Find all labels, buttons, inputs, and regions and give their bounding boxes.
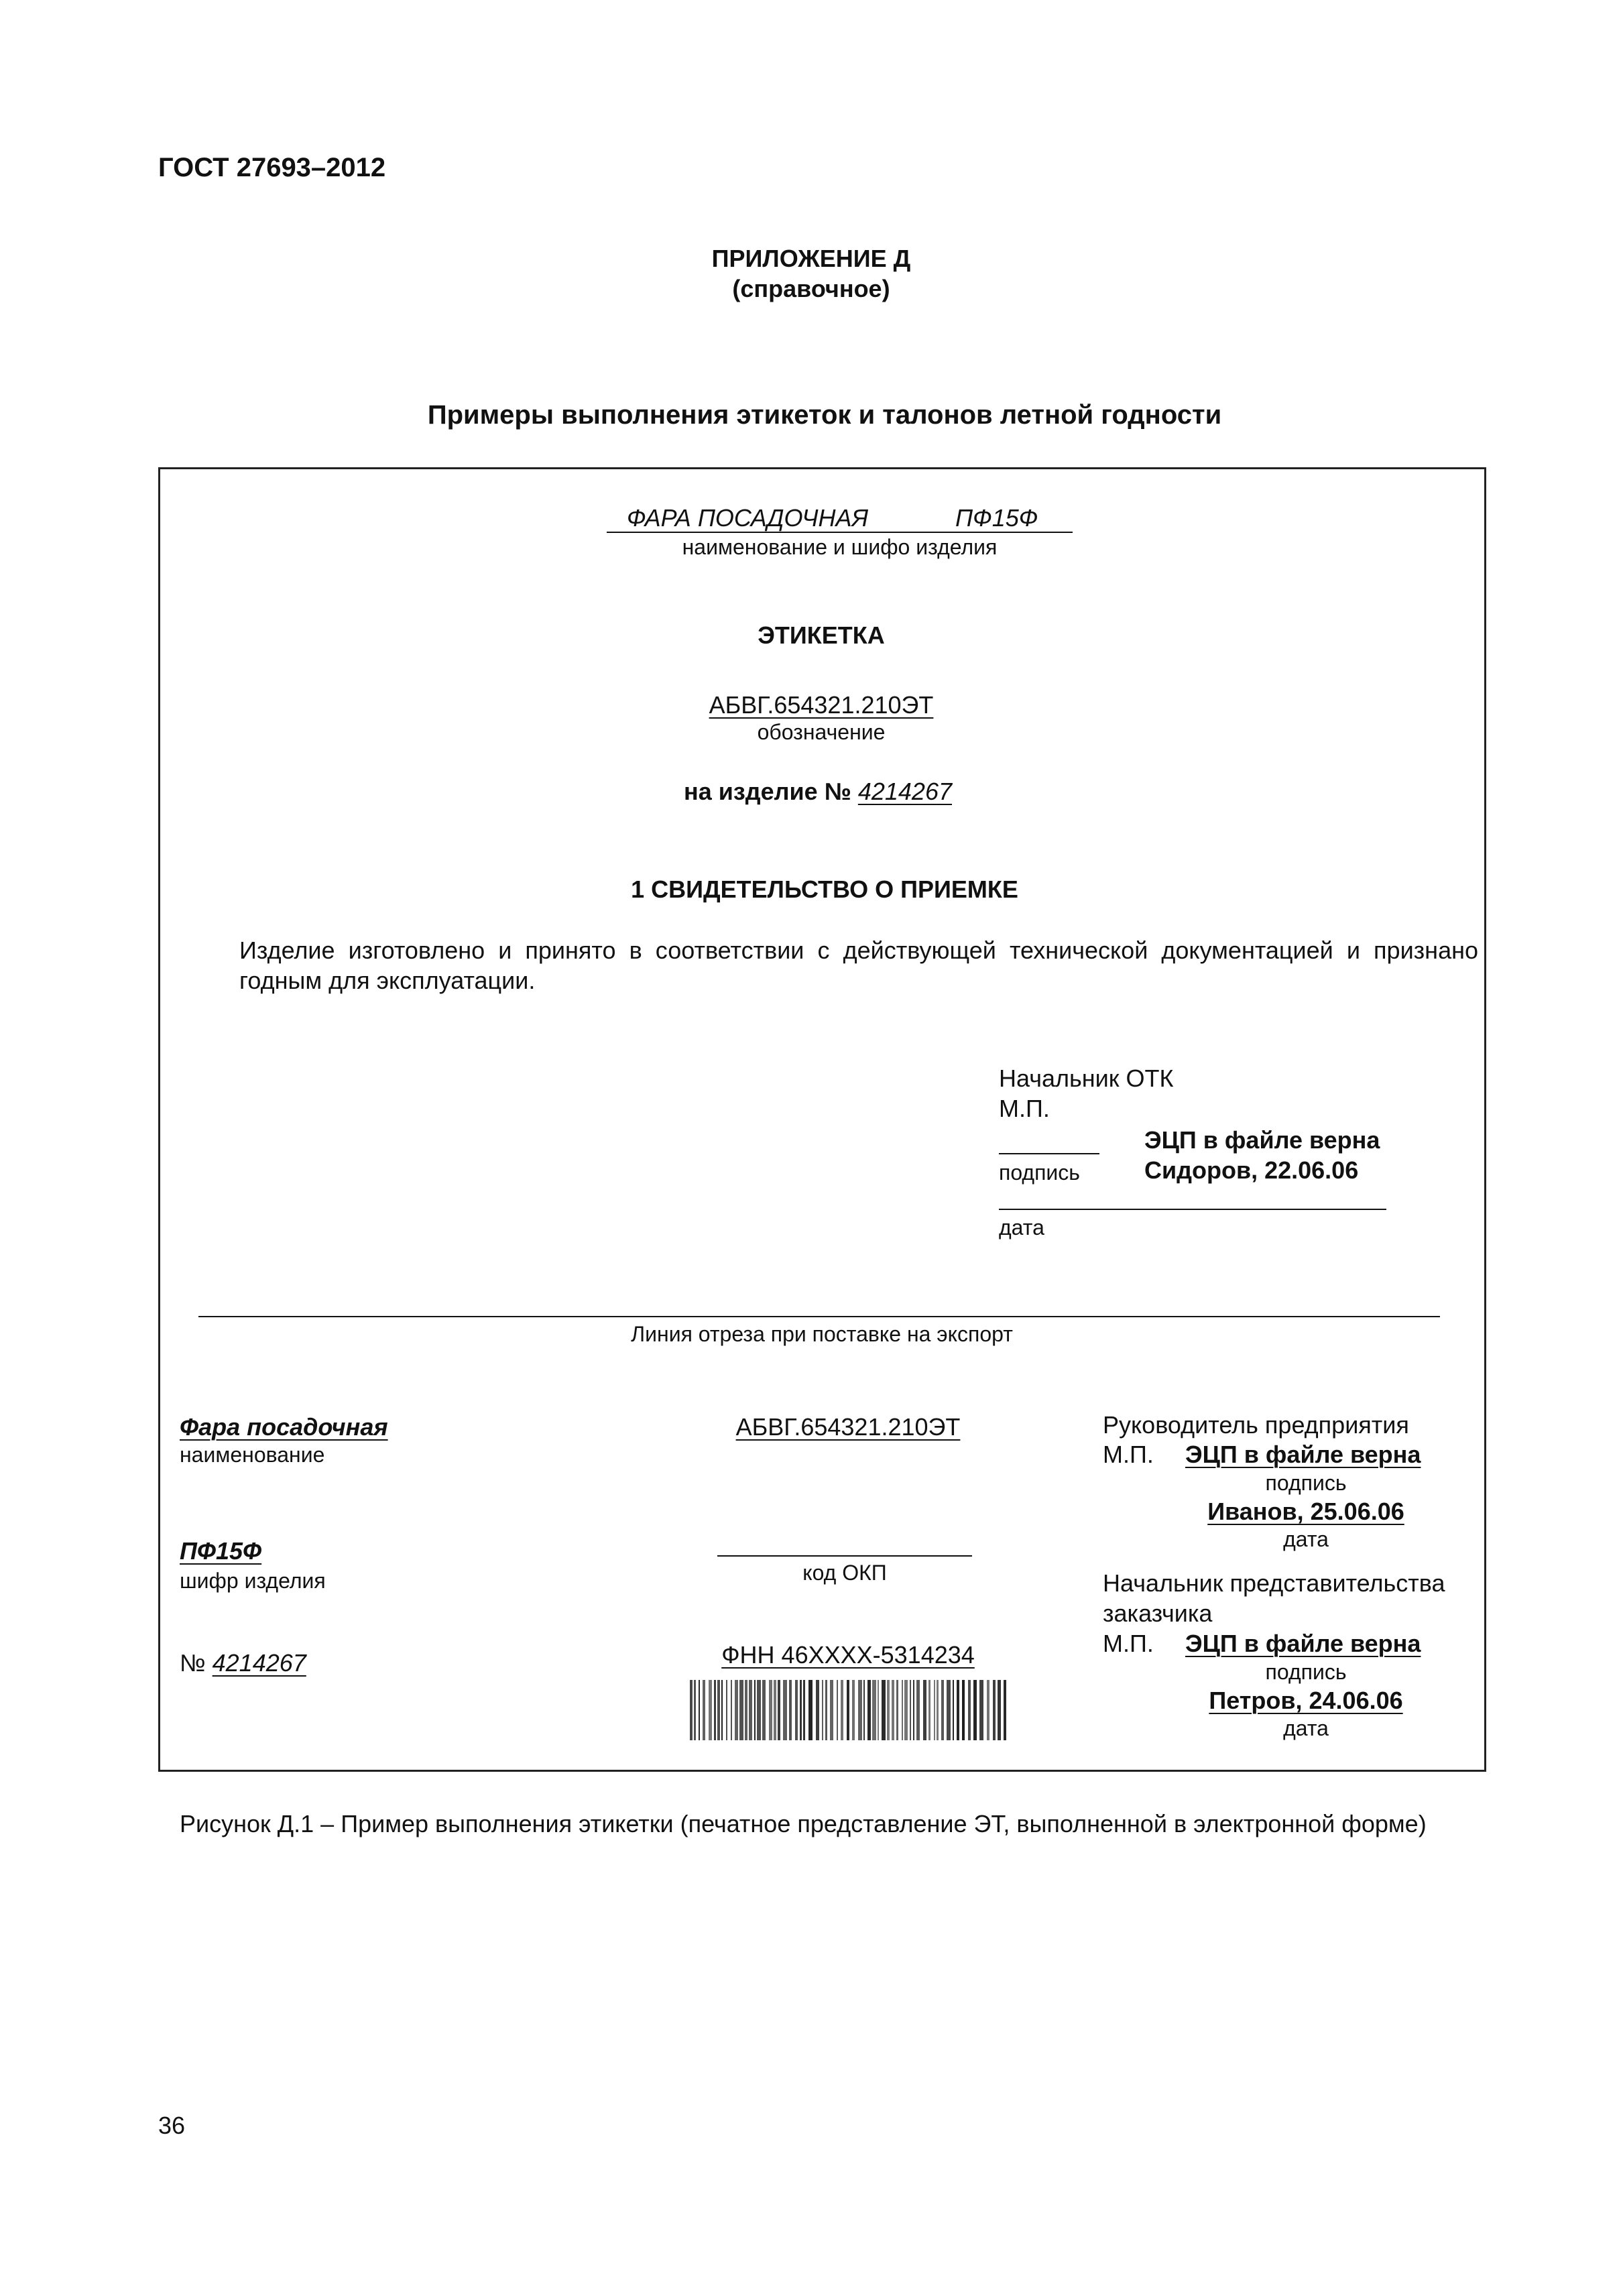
barcode-bar [714,1680,716,1740]
barcode-bar [808,1680,813,1740]
barcode-bar [887,1680,890,1740]
customer-role-line1: Начальник представительства [1103,1569,1445,1597]
barcode-image [687,1680,1009,1740]
barcode-bar [867,1680,871,1740]
acceptance-title: 1 СВИДЕТЕЛЬСТВО О ПРИЕМКЕ [631,875,1018,903]
barcode-bar [979,1680,983,1740]
barcode-bar [837,1680,838,1740]
slip-number-line [180,1649,306,1677]
section-title: Примеры выполнения этикеток и талонов летной годности [427,400,1222,430]
barcode-bar [803,1680,805,1740]
okp-line [717,1555,972,1557]
barcode-bar [830,1680,833,1740]
slip-designation: АБВГ.654321.210ЭТ [735,1413,961,1441]
barcode-bar [726,1680,727,1740]
barcode-bar [795,1680,798,1740]
head-signer: Иванов, 25.06.06 [1207,1498,1404,1525]
customer-date-caption: дата [1283,1716,1329,1740]
barcode-bar [863,1680,865,1740]
slip-name-caption: наименование [180,1443,325,1467]
barcode-bar [872,1680,876,1740]
slip-name: Фара посадочная [180,1413,388,1441]
otk-signer: Сидоров, 22.06.06 [1144,1156,1359,1184]
customer-mp: М.П. [1103,1630,1154,1657]
barcode-bar [947,1680,951,1740]
barcode-bar [928,1680,930,1740]
barcode-bar [789,1680,792,1740]
barcode-bar [822,1680,823,1740]
designation: АБВГ.654321.210ЭТ [709,691,934,719]
item-number-line [684,778,952,806]
barcode-bar [878,1680,879,1740]
barcode-bar [825,1680,827,1740]
otk-date-line [999,1209,1386,1210]
acceptance-text-line2: годным для эксплуатации. [239,967,536,994]
barcode-bar [694,1680,696,1740]
barcode-bar [937,1680,939,1740]
barcode-bar [717,1680,720,1740]
slip-code-caption: шифр изделия [180,1569,326,1593]
product-name: ФАРА ПОСАДОЧНАЯ [627,504,869,532]
barcode-bar [910,1680,911,1740]
barcode-bar [841,1680,843,1740]
head-mp: М.П. [1103,1441,1154,1468]
barcode-bar [896,1680,898,1740]
head-role: Руководитель предприятия [1103,1411,1409,1439]
barcode-bar [774,1680,776,1740]
page-number: 36 [158,2112,186,2139]
designation-caption: обозначение [757,720,886,744]
slip-number: 4214267 [212,1649,306,1677]
barcode-bar [769,1680,772,1740]
barcode-bar [703,1680,705,1740]
slip-number-prefix: № [180,1649,206,1677]
appendix-type: (справочное) [732,275,890,302]
barcode-bar [882,1680,886,1740]
barcode-bar [735,1680,738,1740]
barcode-bar [973,1680,977,1740]
customer-role-line2: заказчика [1103,1599,1213,1627]
barcode-bar [757,1680,761,1740]
barcode-bar [749,1680,752,1740]
barcode-bar [800,1680,802,1740]
barcode-bar [778,1680,780,1740]
barcode-bar [762,1680,766,1740]
barcode-bar [699,1680,700,1740]
appendix-title: ПРИЛОЖЕНИЕ Д [711,245,911,272]
item-prefix: на изделие № [684,778,851,805]
barcode-bar [739,1680,743,1740]
barcode-bar [916,1680,920,1740]
barcode-bar [934,1680,935,1740]
product-caption: наименование и шифо изделия [682,535,998,559]
barcode-bar [904,1680,908,1740]
doc-title: ЭТИКЕТКА [758,621,885,649]
barcode-bar [852,1680,855,1740]
barcode-bar [953,1680,954,1740]
barcode-bar [993,1680,996,1740]
slip-fnn: ФНН 46ХХХХ-5314234 [721,1641,975,1669]
head-date-caption: дата [1283,1527,1329,1551]
barcode-bar [902,1680,903,1740]
otk-date-caption: дата [999,1215,1044,1240]
barcode-bar [709,1680,712,1740]
otk-signature-caption: подпись [999,1160,1080,1185]
slip-code: ПФ15Ф [180,1537,262,1565]
otk-role: Начальник ОТК [999,1065,1174,1092]
otk-mp: М.П. [999,1095,1050,1122]
barcode-bar [754,1680,756,1740]
barcode-bar [690,1680,693,1740]
barcode-bar [957,1680,959,1740]
barcode-bar [941,1680,944,1740]
product-code: ПФ15Ф [955,504,1038,532]
otk-signature: ЭЦП в файле верна [1144,1126,1380,1154]
barcode-bar [998,1680,1001,1740]
barcode-bar [1004,1680,1006,1740]
barcode-bar [892,1680,894,1740]
figure-caption: Рисунок Д.1 – Пример выполнения этикетки (печатное представление ЭТ, выполненной в электронной форме) [180,1810,1427,1837]
barcode-bar [745,1680,747,1740]
cut-line [198,1316,1440,1317]
head-signature-caption: подпись [1265,1471,1347,1495]
barcode-bar [913,1680,914,1740]
barcode-bar [731,1680,732,1740]
okp-caption: код ОКП [802,1561,887,1585]
cut-line-caption: Линия отреза при поставке на экспорт [631,1322,1013,1346]
head-signature: ЭЦП в файле верна [1185,1441,1421,1468]
standard-header: ГОСТ 27693–2012 [158,153,386,182]
barcode-bar [923,1680,926,1740]
customer-signature-caption: подпись [1265,1660,1347,1684]
barcode-bar [858,1680,862,1740]
otk-signature-line [999,1153,1099,1154]
barcode-bar [783,1680,787,1740]
acceptance-text-line1: Изделие изготовлено и принято в соответствии с действующей технической документацией и признано [239,936,1478,964]
barcode-bar [962,1680,965,1740]
barcode-bar [847,1680,849,1740]
barcode-bar [987,1680,989,1740]
item-number: 4214267 [857,778,952,805]
customer-signature: ЭЦП в файле верна [1185,1630,1421,1657]
barcode-bar [721,1680,723,1740]
barcode-bar [968,1680,971,1740]
barcode-bar [816,1680,819,1740]
product-underline [607,532,1073,533]
customer-signer: Петров, 24.06.06 [1209,1687,1403,1714]
